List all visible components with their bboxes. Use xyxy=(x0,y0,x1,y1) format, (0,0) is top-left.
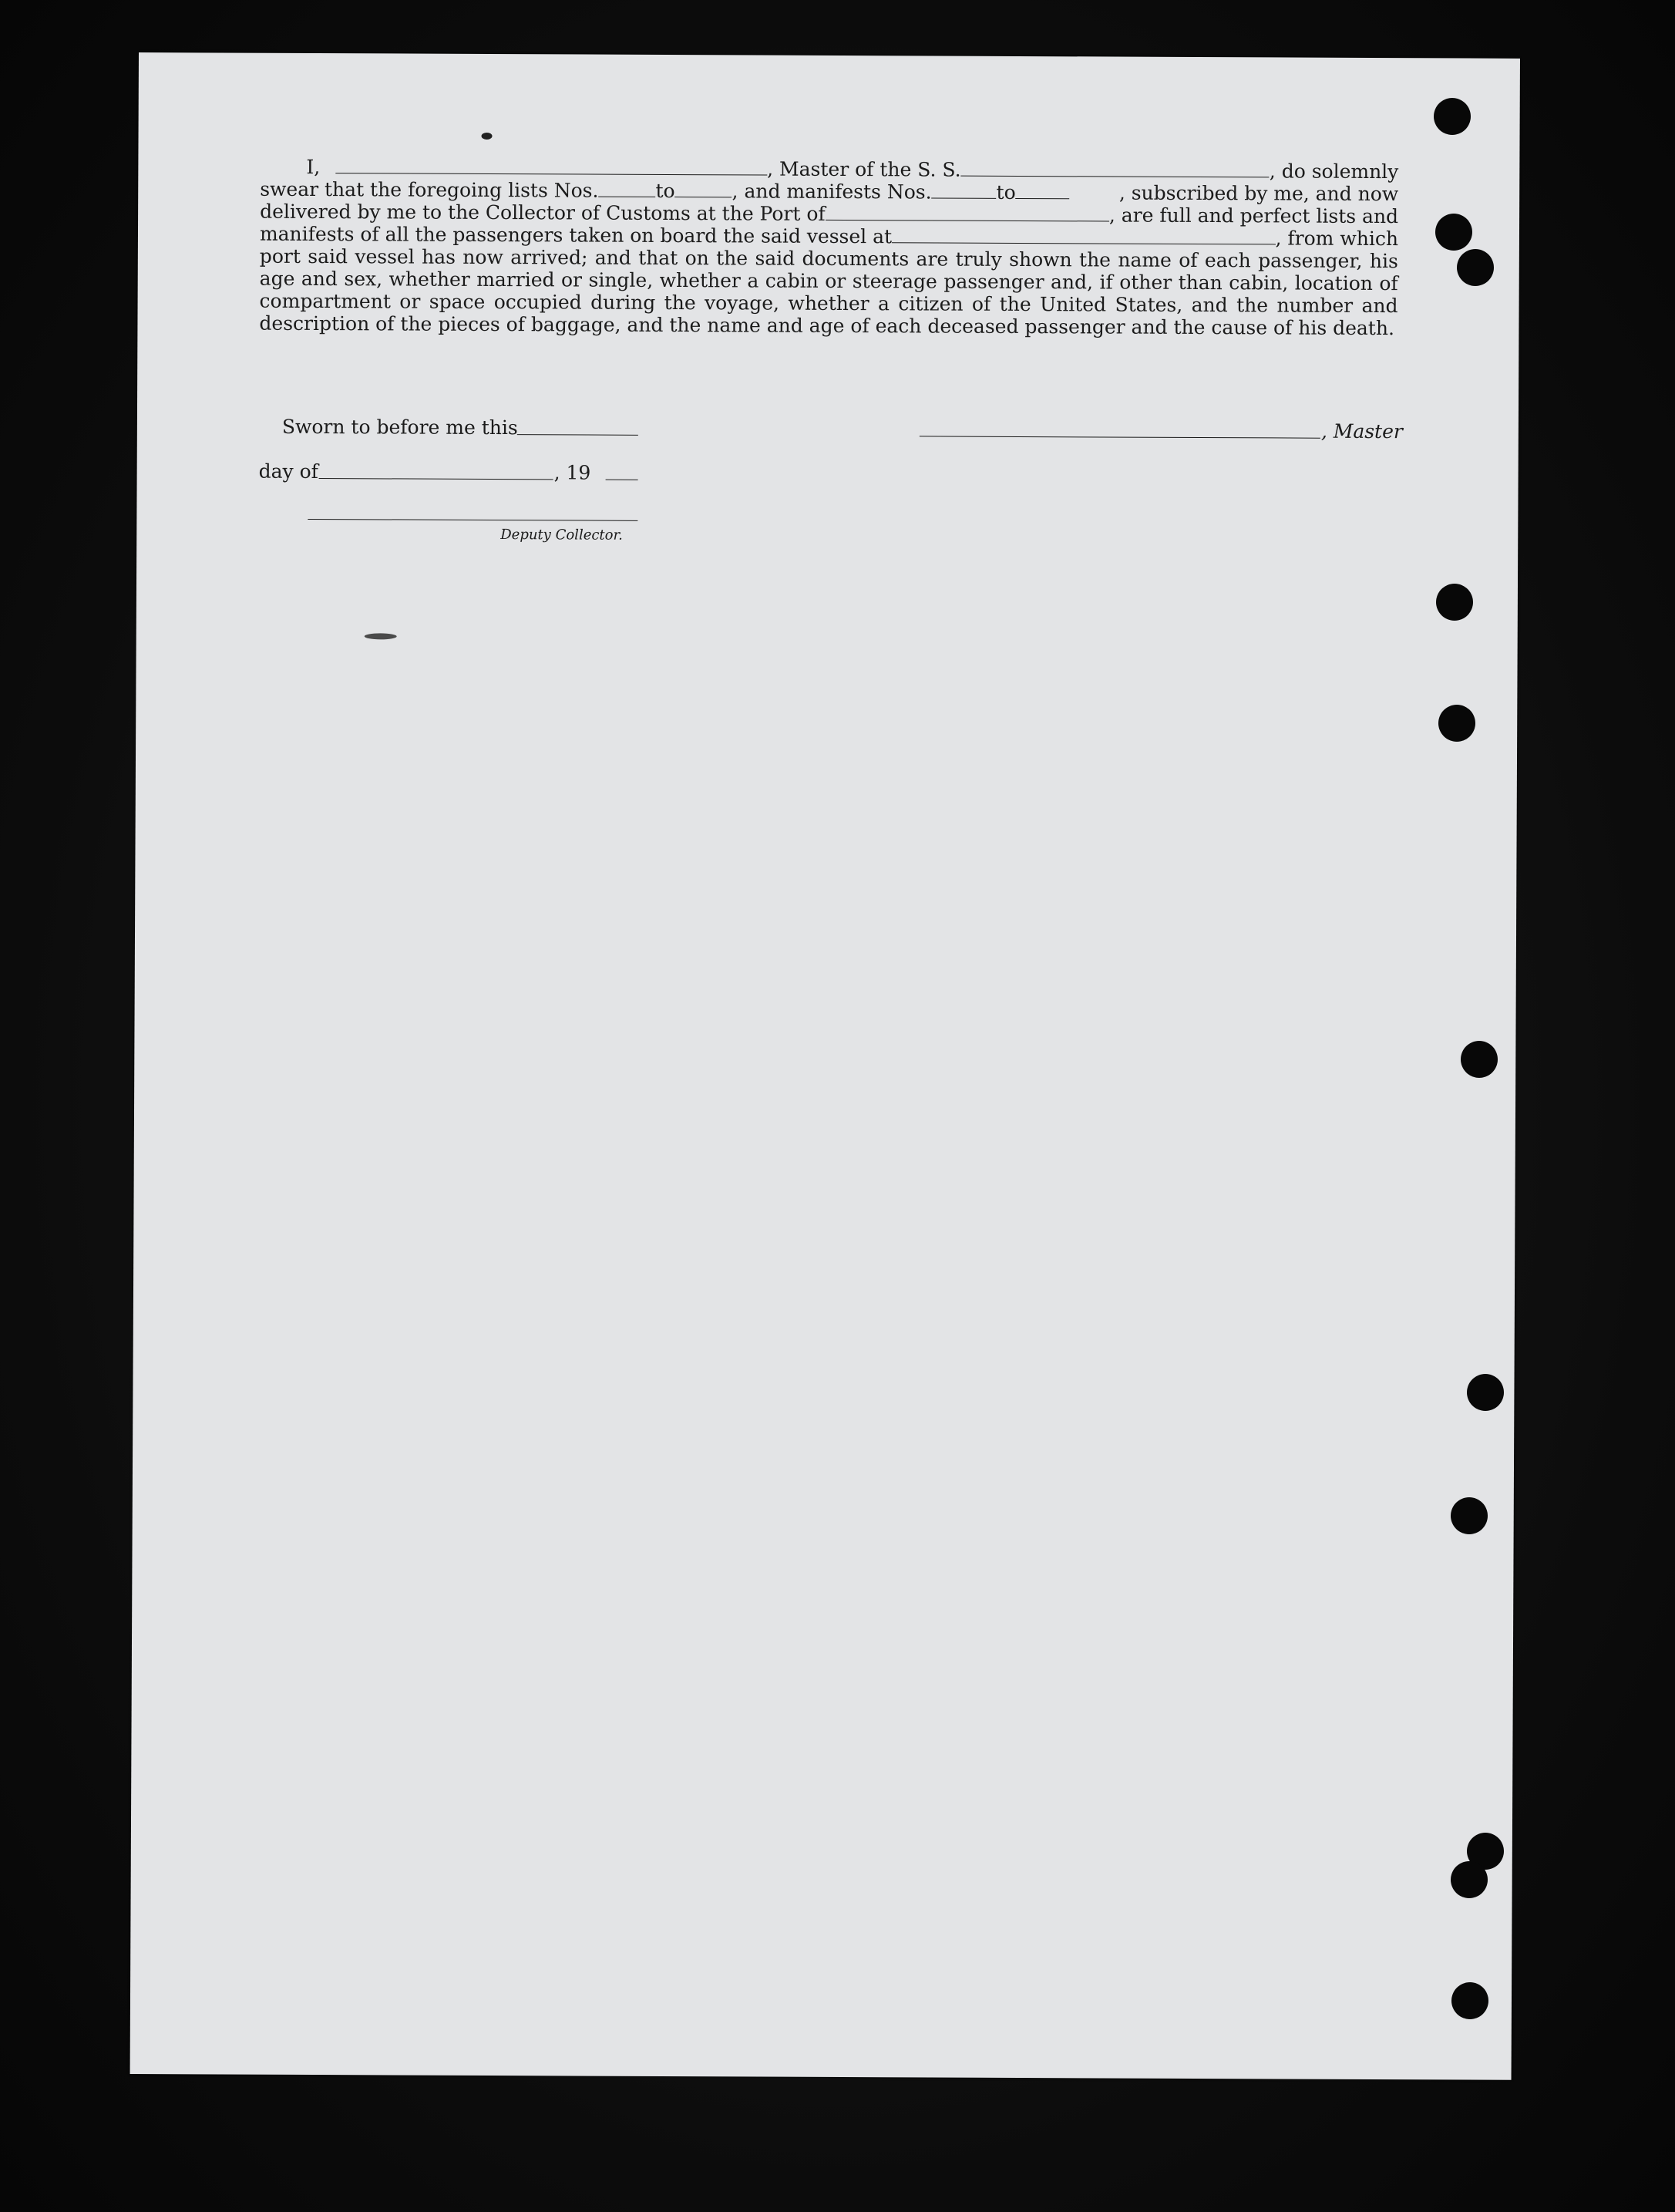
oath-text: swear that the foregoing lists Nos. xyxy=(260,177,599,202)
punch-hole xyxy=(1435,214,1472,251)
sworn-text: Sworn to before me this xyxy=(281,415,518,439)
lists-to-blank[interactable] xyxy=(675,181,732,197)
punch-hole xyxy=(1438,705,1475,742)
oath-text: to xyxy=(655,179,675,203)
lists-from-blank[interactable] xyxy=(598,181,655,197)
day-of-label: day of xyxy=(258,460,318,483)
punch-hole xyxy=(1451,1497,1488,1534)
ink-smudge xyxy=(365,633,397,639)
oath-text: , subscribed by me, and now xyxy=(1118,181,1399,206)
punch-hole xyxy=(1451,1861,1488,1898)
punch-hole xyxy=(1461,1041,1498,1078)
oath-text: , do solemnly xyxy=(1269,160,1399,183)
departure-port-blank[interactable] xyxy=(892,227,1276,244)
deputy-collector-caption: Deputy Collector. xyxy=(500,527,623,544)
year-prefix: , 19 xyxy=(553,461,591,484)
oath-text: , and manifests Nos. xyxy=(732,180,932,204)
punch-hole xyxy=(1434,98,1471,135)
oath-text: I, xyxy=(306,155,321,179)
master-label: , Master xyxy=(1320,419,1403,443)
month-blank[interactable] xyxy=(319,478,553,480)
punch-hole xyxy=(1457,249,1494,286)
master-name-blank[interactable] xyxy=(335,157,767,175)
ship-name-blank[interactable] xyxy=(961,160,1270,178)
manifests-from-blank[interactable] xyxy=(932,182,997,198)
oath-text: , from which xyxy=(1275,227,1399,251)
sworn-date-blank[interactable] xyxy=(517,434,638,436)
port-blank[interactable] xyxy=(826,204,1109,222)
manifests-to-blank[interactable] xyxy=(1016,183,1070,199)
oath-text: delivered by me to the Collector of Customs at the Port of xyxy=(260,200,826,225)
punch-hole xyxy=(1467,1374,1504,1411)
ink-speck xyxy=(482,133,493,140)
punch-hole xyxy=(1436,584,1473,621)
manifest-page xyxy=(130,52,1520,2080)
deputy-signature-blank[interactable] xyxy=(308,519,637,521)
oath-paragraph xyxy=(259,156,1398,339)
oath-text: manifests of all the passengers taken on board the said vessel at xyxy=(259,222,893,248)
oath-remainder: port said vessel has now arrived; and that on the said documents are truly shown the name of each passenger, his age and sex, whether married or single, whether a cabin or steerage passenger and, if other than cabin, location of compartment or space occupied during the voyage, whether a citizen of the United States, and the number and description of the pieces of baggage, and the name and age of each deceased passenger and the cause of his death. xyxy=(259,244,1398,340)
oath-text: to xyxy=(996,180,1016,204)
oath-text: , Master of the S. S. xyxy=(767,157,961,181)
punch-hole xyxy=(1451,1982,1488,2019)
master-signature-blank[interactable] xyxy=(920,436,1320,438)
oath-text: , are full and perfect lists and xyxy=(1108,204,1399,228)
